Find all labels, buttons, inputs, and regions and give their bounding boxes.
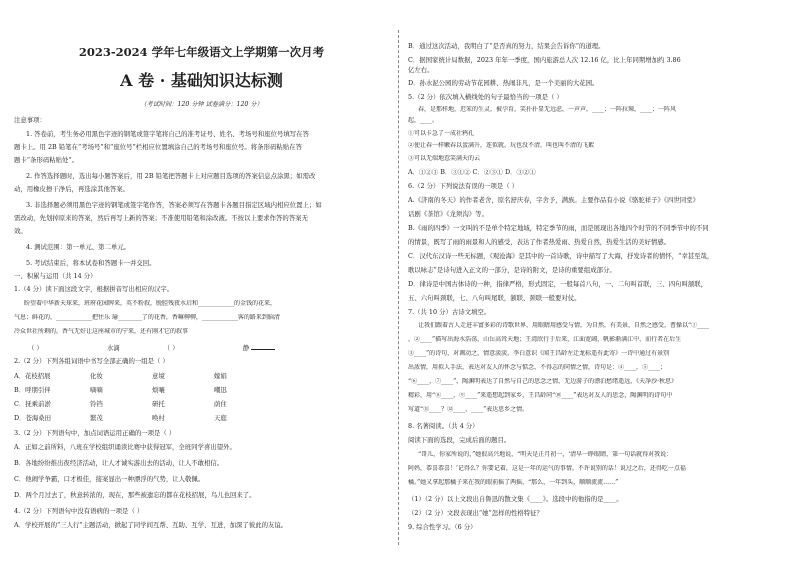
- q2-option-a[interactable]: A．花枝招展 化妆 意境 嫁娟: [14, 372, 227, 380]
- q5-item-2: ②使让春一样嫩春以蛋满升，连似就，玩也没不清，叫也叫不清的飞絮: [408, 142, 595, 149]
- text-line: 亿左右。: [408, 66, 434, 74]
- note-line: 2. 作答选择题时，选出每小题答案后，用 2B 铅笔把答题卡上对应题目选项的答案信息点涂黑；如需改: [26, 172, 316, 180]
- q7-passage: ③____”的诗句，对调动之，情意淡淡，李白意识《闻王昌龄左迁龙标遥有此寄》一诗中通过有景别: [408, 350, 670, 357]
- q8-instruction: 阅读下面的选段，完成后面的题目。: [408, 436, 511, 444]
- q4-option-b[interactable]: B．通过这次活动，我明白了“是否真的努力，结果会告诉你”的道理。: [408, 42, 605, 50]
- q5-item-1: ①可以卡急了一成社鸦孔: [408, 130, 475, 137]
- q6-option-c[interactable]: C．汉代东汉诗一些无标题，《观沧海》是其中的一首诗歌，诗中描写了大海，抒发诗者的情怀，“幸甚至哉，: [408, 252, 714, 260]
- q7-passage: ，②____”描写出海水浩荡，山岳高耸天地；王湾欣行于后来，江面宽阔，帆影渐满江中，而行者在后生: [408, 336, 682, 343]
- q2-option-c[interactable]: C．抚乘前淤 铃铛 研托 荫住: [14, 400, 227, 408]
- q4-option-d[interactable]: D．孙水泥公园的劳动节花园耕、热闹非凡，是一个美丽的大花园。: [408, 79, 599, 87]
- text-line: 歌以咏志”是诗句进入正文的一部分，是诗的附文，是诗的重要组成部分。: [408, 266, 616, 274]
- note-line: 题卡上。用 2B 铅笔在“考场号”和“座位号”栏相应位置填涂自己的考场号和座位号。将条形码粘贴在答: [14, 143, 302, 151]
- text-line: 话剧《茶馆》《龙须沟》等。: [408, 210, 488, 218]
- q4-option-a[interactable]: A．学校开展的“三人行”主题活动，掀起了同学间互帮、互助、互学、互进，加深了彼此的友谊。: [14, 521, 288, 529]
- question-8: 8. 名著阅读。（共 4 分）: [408, 422, 479, 430]
- note-line: 动，用橡皮擦干净后，再选涂其他答案。: [14, 185, 130, 193]
- part-one-heading: 一、积累与运用（共 14 分）: [14, 272, 97, 280]
- q8-passage: 阿妈，恭喜恭喜！’记得么？你要记着，这是一年的运气的事情。不许说别的话！说过之后，还得吃一点福: [408, 465, 686, 472]
- q2-option-d[interactable]: D．苍海桑田 繁茂 唤村 天庭: [14, 414, 227, 422]
- column-divider: [398, 30, 399, 545]
- right-column: [408, 0, 783, 562]
- q6-option-a[interactable]: A.《济南的冬天》的作者老舍，原名舒庆春，字舍予，满族。主要作品有小说《骆驼祥子》《四世同堂》: [408, 196, 700, 204]
- q5-passage: 春，是那样地，迟笨的生灵，被孕育，笑扑扑显无远虑，一声声，____；一阵拉辣，____；一阵风: [418, 106, 677, 113]
- passage-line: 气息；鲜花的，____________把往乐 瑜________了的花香，香嘛柳柳，____________客的路来到脑清: [14, 314, 280, 321]
- note-line: 题卡“条形码粘贴处”。: [14, 156, 79, 164]
- passage-line: 冷众世社所剩的，香气无好让这座城市的宁来，还有刚才它的叙事: [14, 328, 189, 335]
- q3-option-b[interactable]: B．各地纷纷推出夜经济活动，让人才诚实游出去的活动，让人不敢相信。: [14, 459, 224, 467]
- question-6: 6.（2 分）下列说法有误的一项是（ ）: [408, 182, 519, 190]
- q6-option-b[interactable]: B.《雨的四季》一文叫的不是单个特定地域，特定季节的雨，而是展现出各地四个时节的不同季节中的不同: [408, 224, 709, 232]
- q7-passage: 精彩，用“⑧____，⑨____”来遥想起到家乡，王昌龄同“⑩____”表达对友人的思念，陶渊明的诗句中: [408, 392, 673, 399]
- q3-option-c[interactable]: C．他闹学争霸，口才极佳，接案显出一种漂浮的气势，让人敬佩。: [14, 475, 205, 483]
- note-line: 4. 测试范围：第一单元、第二单元。: [26, 243, 130, 251]
- note-line: 3. 非选择题必须用黑色字迹的钢笔或签字笔作答，答案必须写在答题卡各题目指定区域内相应位置上；如: [26, 201, 322, 209]
- note-line: 1. 答卷前，考生务必用黑色字迹的钢笔或签字笔将自己的准考证号、姓名、考场号和座位号填写在答: [26, 130, 309, 138]
- note-line: 效。: [14, 227, 27, 235]
- q4-option-c[interactable]: C．据国家统计局数据，2023 年年一季度，国内旅游总人次 12.16 亿，比上年同期增加约 3.86: [408, 56, 681, 64]
- pinyin-row: [28, 343, 275, 352]
- text-line: 的情景，既写了雨的雨景和人的感受，表达了作者热爱雨、热爱自然，热爱生活的美好情感。: [408, 238, 671, 246]
- pinyin-blank-1: （ ）: [28, 344, 43, 352]
- q7-passage: 出浓情，用拟人手法，表达对友人的怀念与惦念、不得志的同情之情，诗句是：④____，⑤____；: [408, 364, 667, 371]
- q7-passage: 写道“⑪____？⑫____，____”表达思乡之情。: [408, 406, 529, 413]
- passage-line: 盼望着中华新天球来，班府花园牌来，英不粉叙，脱腔残夜水启和____________的金钱的花来，: [24, 300, 277, 307]
- q7-passage: “⑥____，⑦____”，陶渊明表达了自然与自己的思念之情，无边游子的漂泊愁绪遥远，《天净沙·秋思》: [408, 378, 678, 385]
- left-column: [14, 0, 389, 562]
- pinyin-blank-3: （ ）: [163, 344, 179, 352]
- q5-passage: 起，____。: [408, 117, 439, 124]
- question-2: 2.（2 分）下列各组词语中书写全部正确的一组是（ ）: [14, 357, 169, 365]
- pinyin-word-2: 水滴: [106, 344, 120, 352]
- q8-sub-2: （2）（2 分）文段表现出“她”怎样的性格特征？: [408, 509, 543, 517]
- notes-heading: 注意事项：: [14, 116, 46, 124]
- question-5: 5.（2 分）依次填入横线处的句子最恰当的一项是（ ）: [408, 93, 563, 101]
- question-1: 1.（4 分）读下面这段文字，根据拼音写出相应的汉字。: [14, 285, 174, 293]
- question-7: 7.（共 10 分）古诗文填空。: [408, 308, 491, 316]
- text-line: 五、六句叫颈联，七、八句叫尾联，颔联、颈联一般要对仗。: [408, 294, 581, 302]
- q7-passage: 让我们跟着古人走进丰富多彩的诗歌世界，用眼睛用感受与情，为自然，有美景，自然之感受，曹操以“①____: [418, 322, 710, 329]
- q3-option-d[interactable]: D．两个月过去了，秋意转浓的，现在，那些被遗忘的都在花枝招展，鸟儿也回来了。: [14, 491, 256, 499]
- pinyin-word-4: 静: [242, 344, 250, 352]
- question-4: 4.（2 分）下列语句中没有语病的一项是（ ）: [14, 507, 144, 515]
- note-line: 需改动，先划掉原来的答案，然后再写上新的答案；不准使用铅笔和涂改液。不按以上要求作答的答案无: [14, 214, 308, 222]
- exam-info: （考试时间：120 分钟 试卷满分：120 分）: [140, 101, 263, 108]
- q8-sub-1: （1）（2 分）以上文段出自鲁迅的散文集《____》。选段中的他指的是____。: [408, 495, 623, 503]
- q8-passage: “哥儿，你家所说的，”她很高兴地说，“明天是正月初一，‘清早一睁眼睛，第一句话就得对我说：: [418, 451, 673, 458]
- note-line: 5. 考试结束后，将本试卷和答题卡一并交回。: [26, 259, 156, 267]
- q2-option-b[interactable]: B．呼朋引伴 嘀嘀 烦嚷 嘲迅: [14, 386, 227, 394]
- exam-title: 2023-2024 学年七年级语文上学期第一次月考: [78, 45, 325, 59]
- question-3: 3.（2 分）下列语句中，加点词语运用正确的一项是（ ）: [14, 429, 176, 437]
- q8-passage: 橘。”她又拿起那橘子来在我的眼前摇了两摇，“那么，一年到头，顺顺流流……”: [408, 479, 619, 486]
- q3-option-a[interactable]: A．正如之前所料，八班在学校组织诵读比赛中获得冠军，全班同学喜出望外。: [14, 443, 236, 451]
- q6-option-d[interactable]: D．律诗是中国古体诗的一种，指律严格，形式固定，一般每首八句，一、二句叫首联，三、四句叫颔联，: [408, 280, 708, 288]
- question-9: 9. 综合性学习。（6 分）: [408, 523, 477, 531]
- exam-subtitle: A 卷 · 基础知识达标测: [120, 71, 283, 90]
- q5-item-3: ③可以无端地惹笑满天的云: [408, 155, 481, 162]
- q5-options[interactable]: A．①②③ B．③①② C．②③① D．③②①: [408, 168, 536, 176]
- answer-blank[interactable]: [251, 343, 275, 350]
